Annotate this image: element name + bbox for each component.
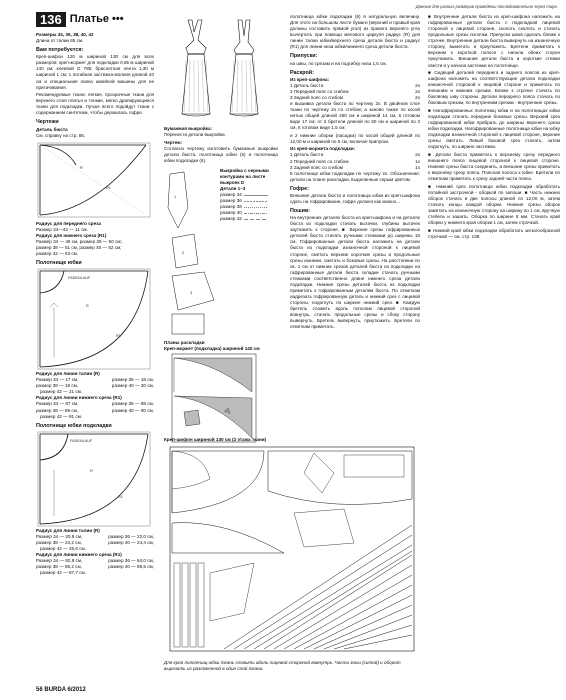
instruction-paragraph: ■ Нагофрированных полотнищ юбки и на полотнищах юбки подкладки стачать передние боковые срезы. Верхний срез гофрированной юбки прибрать до ширины верхнего среза юбки подкладки. Нагофрированные полотнища юбки на юбку подкладки изнаночной стороной к лицевой стороне, верхние срезы сметать. Левый боковой срез стачать, затем подогнуть, по ширине застежки.	[428, 107, 560, 150]
goffer-heading: Гофре:	[290, 185, 309, 192]
crepe-layout-block	[164, 437, 420, 655]
size-line-42	[244, 218, 268, 221]
lining-layout-diagram	[164, 352, 278, 444]
fabric-recommendation: Рекомендуемые ткани: легкие, прозрачные ткани для верхнего слоя платья и тонкие, мягко драпирующиеся ткани для подкладки. Лучше всего подойдут ткани с содержанием синтетики, чтобы держалась гофре.	[36, 92, 154, 116]
skirt-draft-diagram	[36, 267, 154, 371]
paper-pattern-heading: Бумажная выкройка:	[164, 126, 213, 131]
crepe-heading: Из креп-шифона:	[290, 76, 330, 82]
bodice-draft-diagram	[36, 139, 154, 221]
upper-front-value: Размер 34—42 — 11 см.	[36, 226, 88, 232]
lining-heading: Полотнище юбки подкладки	[36, 422, 112, 429]
crepe-item: 2 Передний пояс со сгибом 2x	[290, 88, 420, 94]
bodice-heading: Деталь бюста	[36, 126, 68, 132]
crepe-item: 1 Деталь бюста 2x	[290, 82, 420, 88]
bodice-ref: См. справку на стр. 86.	[36, 132, 86, 138]
model-number: 136	[36, 12, 66, 27]
svg-text:2: 2	[182, 250, 185, 255]
lower-front-heading: Радиус для нижнего среза (R1)	[36, 232, 107, 238]
instruction-paragraph: ■ Внутренние детали бюста из креп-шифона наложить на гофрированные детали бюста с подкладкой лицевой стороной к лицевой стороне, сколоть сколоть и стачать продольные срезы полочки. Припуски швов сделать ближе к строчке. Внутренние детали бюста вывернуть на изнаночную сторону, выметать и приутюжить. Бретели приметать к верхним к короткой полосе с начала обеих сторон приутюжить. Внешние детали бюста и короткие стежки свести и у начала застежки на полотнище.	[428, 14, 560, 68]
draft-heading: Чертеж:	[164, 139, 183, 145]
lining-waist-value: размер 38 — 23,2 см,	[36, 539, 82, 545]
model-title: Платье •••	[69, 13, 124, 26]
crepe-item: 3 Задний пояс со сгибом 2x	[290, 94, 420, 100]
waist-value: размер 38 — 19 см,	[36, 383, 79, 389]
upper-front-heading: Радиус для переднего среза	[36, 220, 101, 226]
lining-hem-value: размер 38 — 85,2 см,	[36, 564, 82, 570]
crepe-text: и вышивка детали бюста по чертежу 2x. В двойном слое ткани по чертежу 2х со стебом; а заново также по косой нитью общей длиной 260 см и шириной 14 см, в готовом виде 17 см; от 2 бретели длиной по 50 см и шириной по 3 см, в готовом виде 1,5 см;	[290, 100, 420, 131]
column-3	[290, 14, 420, 332]
svg-text:1: 1	[174, 194, 177, 199]
legend-size: размер 40	[220, 210, 278, 216]
waist-value: размер 40 — 20 см,	[111, 383, 154, 389]
hem-value: Размер 34 — 87 см,	[36, 401, 79, 407]
svg-text:FADENLAUF: FADENLAUF	[70, 438, 93, 443]
lining-hem-value: Размер 34 — 82,8 см,	[36, 558, 83, 564]
waist-value: размер 42 — 21 см.	[40, 389, 83, 395]
instruction-paragraph: ■ Сидящий деталей переднего и заднего поясов из креп-шифона наложить на соответствующие детали подкладки изнаночной стороной к лицевой стороне и приметать по внешним и нижним срезам. Ближе к строчке стачать по боковому шву стороны. Детали переднего пояса стачать по боковым срезам, по внутренним срезам - внутренние срезы.	[428, 70, 560, 106]
issue: 6/2012	[67, 687, 86, 693]
georgette-heading: Из креп-жоржета подкладки:	[290, 146, 356, 152]
page-number: 56	[36, 687, 43, 693]
legend-parts: Детали 1–3	[220, 186, 246, 192]
size-line-34	[244, 194, 268, 197]
georgette-item: 2 Передний пояс со сгибом 1x	[290, 158, 420, 164]
lining-hem-value: размер 42 — 87,7 см.	[40, 570, 86, 576]
svg-text:R: R	[80, 165, 83, 170]
legend-title: Выкройка с черными контурами на листе выкроек D	[220, 167, 269, 185]
allowances-heading: Припуски:	[290, 53, 318, 60]
georgette-item: 1 Деталь бюста 2x	[290, 152, 420, 158]
instruction-paragraph: ■ Детали бюста приметать к верхнему срезу переднего внешнего пояса лицевой стороной к лицевой стороне. Нижние срезы бюста соединить, а внешние срезы приметать к верхнему срезу пояса. Поясная полоса к юбке. Бретели по отметкам приметать к срезу задней части пояса.	[428, 151, 560, 182]
svg-text:R: R	[86, 304, 89, 309]
waist-value: Размер 34 — 17 см,	[36, 377, 79, 383]
svg-text:R1: R1	[116, 334, 121, 339]
lining-waist-heading: Радиус для линии талии (R)	[36, 527, 100, 533]
hem-value: размер 42 — 91 см.	[40, 413, 83, 419]
draft-continued-text: полотнища юбки подкладки (6) в натуральную величину. Для этого на большом листе бумаги (верхний и правый края должны составить прямой угол) из правого верхнего угла вычертить при помощи мелового циркуля радиус (R) для линии талии юбки/верхнего среза детали бюста и радиус (R1) для линии низа юбки/нижнего среза детали бюста.	[290, 14, 420, 50]
crepe-text-2: и 2 нижние оборки (пасадка) по косой общей длиной по 12,00 м и шириной по 5 см, включая припуски.	[290, 132, 420, 144]
svg-text:FADENLAUF: FADENLAUF	[68, 276, 91, 281]
hem-value: размер 40 — 90 см,	[111, 407, 154, 413]
skirt-heading: Полотнище юбки	[36, 260, 82, 266]
column-4	[428, 14, 560, 241]
hem-value: размер 36 — 88 см,	[111, 401, 154, 407]
materials-heading: Вам потребуется:	[36, 47, 84, 54]
svg-text:R: R	[90, 468, 93, 473]
lining-waist-value: размер 40 — 24,4 см,	[108, 539, 154, 545]
lining-draft-diagram	[36, 430, 154, 528]
crepe-layout-diagram	[164, 443, 420, 655]
legend-size: размер 42	[220, 216, 278, 222]
goffer-text: Внешние детали бюста и полотнища юбки из креп-шифона сдать на гофрирование, гофре должно как можно...	[290, 192, 420, 204]
sewing-text: На внутренних деталях бюста из креп-шифона и на деталях бюста из подкладки стачать вытачки, глубины вытачек заутюжить к стороне. ■ Верхние срезы гофрированных деталей бюста стачать ручными стежками до ширины 10 см. Гофрированные детали бюста наложить на детали бюста из подкладки изнаночной стороной к лицевой стороне, сметать верхние короткие срезы и продольные срезы изнанки, сметать и боковые срезы. На расстоянии по ок. 1 см от нижних срезов деталей бюста из подкладки на гофрированные детали бюста складки стачать ручными стежками соответственно длине нижнего среза детали подкладки. Нижние срезы деталей бюста из подкладки приметать к гофрированным деталям бюста. По отметкам надрезать гофрированную деталь и нижний срез с лицевой стороны, подогнуть по ширине нижний срез. ■ Каждую бретель сложить вдоль пополам лицевой стороной вовнутрь, стачать продольные срезы и сбоку сторону вывернуть. Бретель вывернуть, приутюжить. Бретели по отметкам приметать.	[290, 215, 420, 330]
magazine-name: BURDA	[44, 687, 66, 693]
georgette-text: 5 полотнище юбки подкладки по чертежу 2x. Обозначение: детали на плане раскладки, выделенные серым цветом.	[290, 170, 420, 182]
crepe-layout-heading: Креп-шифон шириной 130 см (2 этажа ткани)	[164, 437, 267, 442]
lower-front-value-2: размер 38 — 51 см, размер 40 — 52 см;	[36, 244, 122, 250]
dress-illustration	[164, 14, 278, 126]
svg-text:3: 3	[190, 290, 193, 295]
lining-hem-heading: Радиус для линии нижнего среза (R1)	[36, 552, 122, 557]
lower-front-value-1: Размер 34 — 49 см, размер 36 — 50 см;	[36, 238, 122, 244]
hem-heading: Радиус для линии нижнего среза (R1)	[36, 395, 122, 401]
svg-text:R1: R1	[118, 494, 123, 499]
instruction-paragraph: ■ Нижний срез полотнища юбки подкладки обработать потайной застрочкой - оборкой по запоши. ■ Часть нижних оборок стачать в две полосы длиной по 12,00 м, затем стачать концы каждой оборки. Нижние срезы оборок заметать на изнаночную сторону на ширину по 1 см, вручную стебель и зашить. Оборка по ширине 5 мм. Стачать край оборки у нижнего края оборки 1 см, затем строчкой.	[428, 183, 560, 226]
layout-heading: Планы раскладки	[164, 339, 205, 345]
lining-waist-value: Размер 34 — 20,8 см,	[36, 533, 83, 539]
sewing-heading: Пошив:	[290, 208, 311, 214]
length: Длина от талии 65 см.	[36, 38, 84, 44]
column-2	[164, 14, 278, 444]
legend-size: размер 34	[220, 192, 278, 198]
materials-text: Креп-шифон 120 м шириной 130 см для всех размеров; креп-жоржет для подкладки 0,85 м шириной 140 см; клеевой G 785; браслетная лента 1,30 м шириной 1 см; 1 потайная застежка-молния длиной 40 см и специальная лапка швейной машины для ее притачивания.	[36, 54, 154, 90]
layout-footnote: Для кроя полотнищ юбки ткань сложить вдоль лицевой стороной вовнутрь. Части зоны (ситой) и оборот вырезать из разложенной в один слой ткани.	[164, 660, 401, 672]
lining-hem-value: размер 40 — 86,5 см,	[108, 564, 154, 570]
lining-hem-value: размер 36 — 84,0 см,	[108, 558, 154, 564]
allowances-text: на швы, по срезам и на подгибку низа 1,5 см.	[290, 60, 387, 66]
waist-heading: Радиус для линии талии (R)	[36, 371, 100, 377]
sizes: Размеры 34, 36, 38, 40, 42	[36, 32, 94, 37]
instruction-paragraph: ■ Нижний край юбки подкладки обработать зигзагообразной строчкой — см. стр. 139.	[428, 227, 560, 239]
paper-pattern-text: Перенести детали выкройки.	[164, 132, 226, 138]
cutting-heading: Раскрой:	[290, 69, 314, 76]
lining-waist-value: размер 36 — 22,0 см,	[108, 533, 154, 539]
svg-text:R1: R1	[106, 185, 111, 190]
size-line-36	[244, 200, 268, 203]
georgette-item: 3 Задний пояс со сгибом 1x	[290, 164, 420, 170]
hem-value: размер 38 — 89 см,	[36, 407, 79, 413]
column-1	[36, 32, 154, 576]
waist-value: размер 36 — 18 см,	[111, 377, 154, 383]
page-header	[36, 12, 124, 27]
legend-size: размер 36	[220, 198, 278, 204]
size-line-40	[244, 212, 268, 215]
draft-text: Согласно чертежу изготовить бумажные выкройки детали бюста, полотнища юбки (5) и полотнища юбки подкладки (6).	[164, 145, 278, 163]
lower-front-value-3: размер 42 — 53 см.	[36, 250, 79, 256]
legend-size: размер 38	[220, 204, 278, 210]
lining-waist-value: размер 42 — 25,6 см.	[40, 545, 86, 551]
pattern-pieces-diagram	[164, 168, 218, 338]
top-note: Данные для разных размеров приведены последовательно через тире.	[415, 4, 558, 9]
page-footer	[36, 687, 86, 695]
layout-subheading: Креп-жоржет (подкладка) шириной 140 см	[164, 345, 260, 351]
drafts-heading: Чертежи	[36, 119, 59, 126]
size-line-38	[244, 206, 268, 209]
